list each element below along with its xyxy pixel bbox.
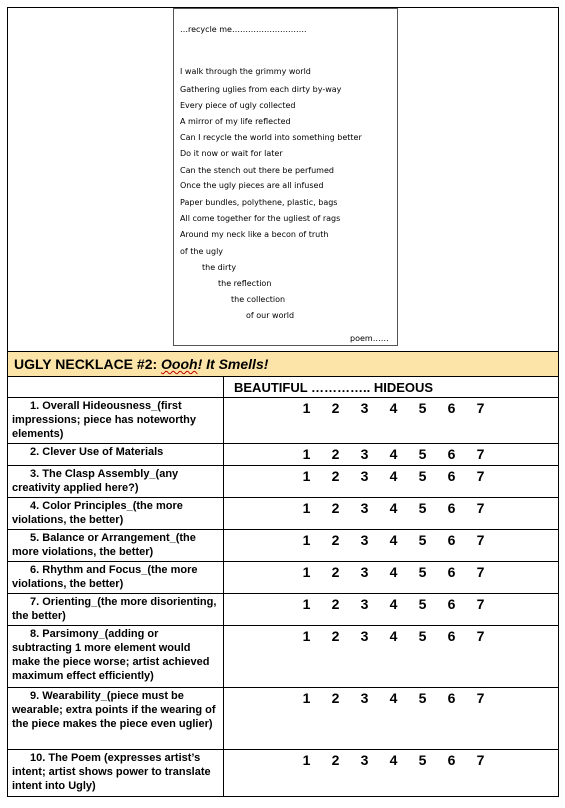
- rating-5[interactable]: 5: [418, 564, 427, 580]
- poem-line: I walk through the grimmy world: [180, 67, 311, 76]
- rating-6[interactable]: 6: [447, 564, 456, 580]
- rating-2[interactable]: 2: [331, 500, 340, 516]
- rating-3[interactable]: 3: [360, 564, 369, 580]
- rating-4[interactable]: 4: [389, 468, 398, 484]
- poem-line: Every piece of ugly collected: [180, 101, 296, 110]
- rating-6[interactable]: 6: [447, 628, 456, 644]
- rating-4[interactable]: 4: [389, 752, 398, 768]
- rating-7[interactable]: 7: [476, 468, 485, 484]
- rating-4[interactable]: 4: [389, 400, 398, 416]
- criterion-6: 6. Rhythm and Focus_(the more violations, the better): [8, 562, 224, 594]
- criterion-10: 10. The Poem (expresses artist’s intent; artist shows power to translate intent into Ugly): [8, 750, 224, 797]
- rating-7[interactable]: 7: [476, 628, 485, 644]
- rating-7[interactable]: 7: [476, 400, 485, 416]
- rating-1[interactable]: 1: [302, 400, 311, 416]
- rating-scale-6[interactable]: [224, 562, 559, 594]
- rating-5[interactable]: 5: [418, 596, 427, 612]
- rating-3[interactable]: 3: [360, 596, 369, 612]
- poem-line: Can I recycle the world into something better: [180, 133, 362, 142]
- rating-2[interactable]: 2: [331, 446, 340, 462]
- rating-6[interactable]: 6: [447, 596, 456, 612]
- title-word-misspelled: Oooh: [161, 356, 198, 372]
- poem-header: …recycle me……………………….: [180, 25, 307, 34]
- poem-line: of our world: [246, 311, 295, 320]
- rating-3[interactable]: 3: [360, 500, 369, 516]
- rating-4[interactable]: 4: [389, 532, 398, 548]
- section-title: [8, 352, 559, 377]
- poem-cell: [8, 8, 559, 352]
- rating-2[interactable]: 2: [331, 628, 340, 644]
- rating-5[interactable]: 5: [418, 468, 427, 484]
- rating-5[interactable]: 5: [418, 628, 427, 644]
- rating-1[interactable]: 1: [302, 752, 311, 768]
- rating-4[interactable]: 4: [389, 446, 398, 462]
- rating-3[interactable]: 3: [360, 400, 369, 416]
- rating-5[interactable]: 5: [418, 752, 427, 768]
- rating-6[interactable]: 6: [447, 532, 456, 548]
- rating-7[interactable]: 7: [476, 532, 485, 548]
- scale-header-blank: [8, 377, 224, 398]
- title-prefix: UGLY NECKLACE #2:: [14, 356, 162, 372]
- poem-image: [173, 8, 398, 346]
- scale-header: BEAUTIFUL ………….. HIDEOUS: [224, 377, 559, 398]
- rating-2[interactable]: 2: [331, 752, 340, 768]
- rating-2[interactable]: 2: [331, 468, 340, 484]
- rating-scale-1[interactable]: [224, 398, 559, 444]
- rating-scale-3[interactable]: [224, 466, 559, 498]
- rating-3[interactable]: 3: [360, 468, 369, 484]
- rating-6[interactable]: 6: [447, 400, 456, 416]
- rating-5[interactable]: 5: [418, 690, 427, 706]
- rating-7[interactable]: 7: [476, 596, 485, 612]
- rating-scale-2[interactable]: [224, 444, 559, 466]
- rating-1[interactable]: 1: [302, 564, 311, 580]
- rating-2[interactable]: 2: [331, 400, 340, 416]
- rating-6[interactable]: 6: [447, 752, 456, 768]
- rating-5[interactable]: 5: [418, 500, 427, 516]
- rating-scale-4[interactable]: [224, 498, 559, 530]
- rating-3[interactable]: 3: [360, 532, 369, 548]
- criterion-3: 3. The Clasp Assembly_(any creativity applied here?): [8, 466, 224, 498]
- rating-6[interactable]: 6: [447, 446, 456, 462]
- poem-line: the dirty: [202, 263, 237, 272]
- poem-line: Do it now or wait for later: [180, 149, 283, 158]
- rating-3[interactable]: 3: [360, 446, 369, 462]
- poem-line: Can the stench out there be perfumed: [180, 166, 334, 175]
- poem-line: A mirror of my life reflected: [180, 117, 291, 126]
- rating-2[interactable]: 2: [331, 596, 340, 612]
- rating-1[interactable]: 1: [302, 468, 311, 484]
- poem-line: Around my neck like a becon of truth: [180, 230, 329, 239]
- criterion-5: 5. Balance or Arrangement_(the more violations, the better): [8, 530, 224, 562]
- poem-line: Gathering uglies from each dirty by-way: [180, 85, 342, 94]
- rating-scale-7[interactable]: [224, 594, 559, 626]
- rating-7[interactable]: 7: [476, 564, 485, 580]
- rating-1[interactable]: 1: [302, 500, 311, 516]
- rating-7[interactable]: 7: [476, 752, 485, 768]
- rating-2[interactable]: 2: [331, 532, 340, 548]
- poem-footer: poem……: [350, 334, 389, 343]
- rating-scale-5[interactable]: [224, 530, 559, 562]
- rating-2[interactable]: 2: [331, 564, 340, 580]
- rating-1[interactable]: 1: [302, 446, 311, 462]
- rating-1[interactable]: 1: [302, 690, 311, 706]
- rating-1[interactable]: 1: [302, 596, 311, 612]
- rating-4[interactable]: 4: [389, 564, 398, 580]
- title-rest: ! It Smells!: [197, 356, 269, 372]
- rating-scale-9[interactable]: [224, 688, 559, 750]
- rating-2[interactable]: 2: [331, 690, 340, 706]
- rating-7[interactable]: 7: [476, 500, 485, 516]
- rating-1[interactable]: 1: [302, 628, 311, 644]
- rating-5[interactable]: 5: [418, 446, 427, 462]
- rating-3[interactable]: 3: [360, 752, 369, 768]
- poem-line: Paper bundles, polythene, plastic, bags: [180, 198, 338, 207]
- rating-6[interactable]: 6: [447, 500, 456, 516]
- rubric-table: [7, 7, 559, 797]
- criterion-4: 4. Color Principles_(the more violations, the better): [8, 498, 224, 530]
- rating-4[interactable]: 4: [389, 500, 398, 516]
- criterion-8: 8. Parsimony_(adding or subtracting 1 more element would make the piece worse; artist achieved maximum effect efficiently): [8, 626, 224, 688]
- rating-4[interactable]: 4: [389, 628, 398, 644]
- rating-6[interactable]: 6: [447, 468, 456, 484]
- criterion-1: 1. Overall Hideousness_(first impressions; piece has noteworthy elements): [8, 398, 224, 444]
- rating-3[interactable]: 3: [360, 690, 369, 706]
- rating-3[interactable]: 3: [360, 628, 369, 644]
- rating-1[interactable]: 1: [302, 532, 311, 548]
- rating-scale-10[interactable]: [224, 750, 559, 797]
- rating-4[interactable]: 4: [389, 596, 398, 612]
- criterion-9: 9. Wearability_(piece must be wearable; extra points if the wearing of the piece makes the piece even uglier): [8, 688, 224, 750]
- rating-5[interactable]: 5: [418, 532, 427, 548]
- rating-7[interactable]: 7: [476, 446, 485, 462]
- poem-line: of the ugly: [180, 247, 224, 256]
- rating-5[interactable]: 5: [418, 400, 427, 416]
- rating-6[interactable]: 6: [447, 690, 456, 706]
- rating-7[interactable]: 7: [476, 690, 485, 706]
- poem-line: Once the ugly pieces are all infused: [180, 181, 324, 190]
- poem-line: the reflection: [218, 279, 272, 288]
- poem-line: the collection: [231, 295, 286, 304]
- rating-4[interactable]: 4: [389, 690, 398, 706]
- criterion-7: 7. Orienting_(the more disorienting, the better): [8, 594, 224, 626]
- poem-line: All come together for the ugliest of rags: [180, 214, 341, 223]
- rating-scale-8[interactable]: [224, 626, 559, 688]
- criterion-2: 2. Clever Use of Materials: [8, 444, 224, 466]
